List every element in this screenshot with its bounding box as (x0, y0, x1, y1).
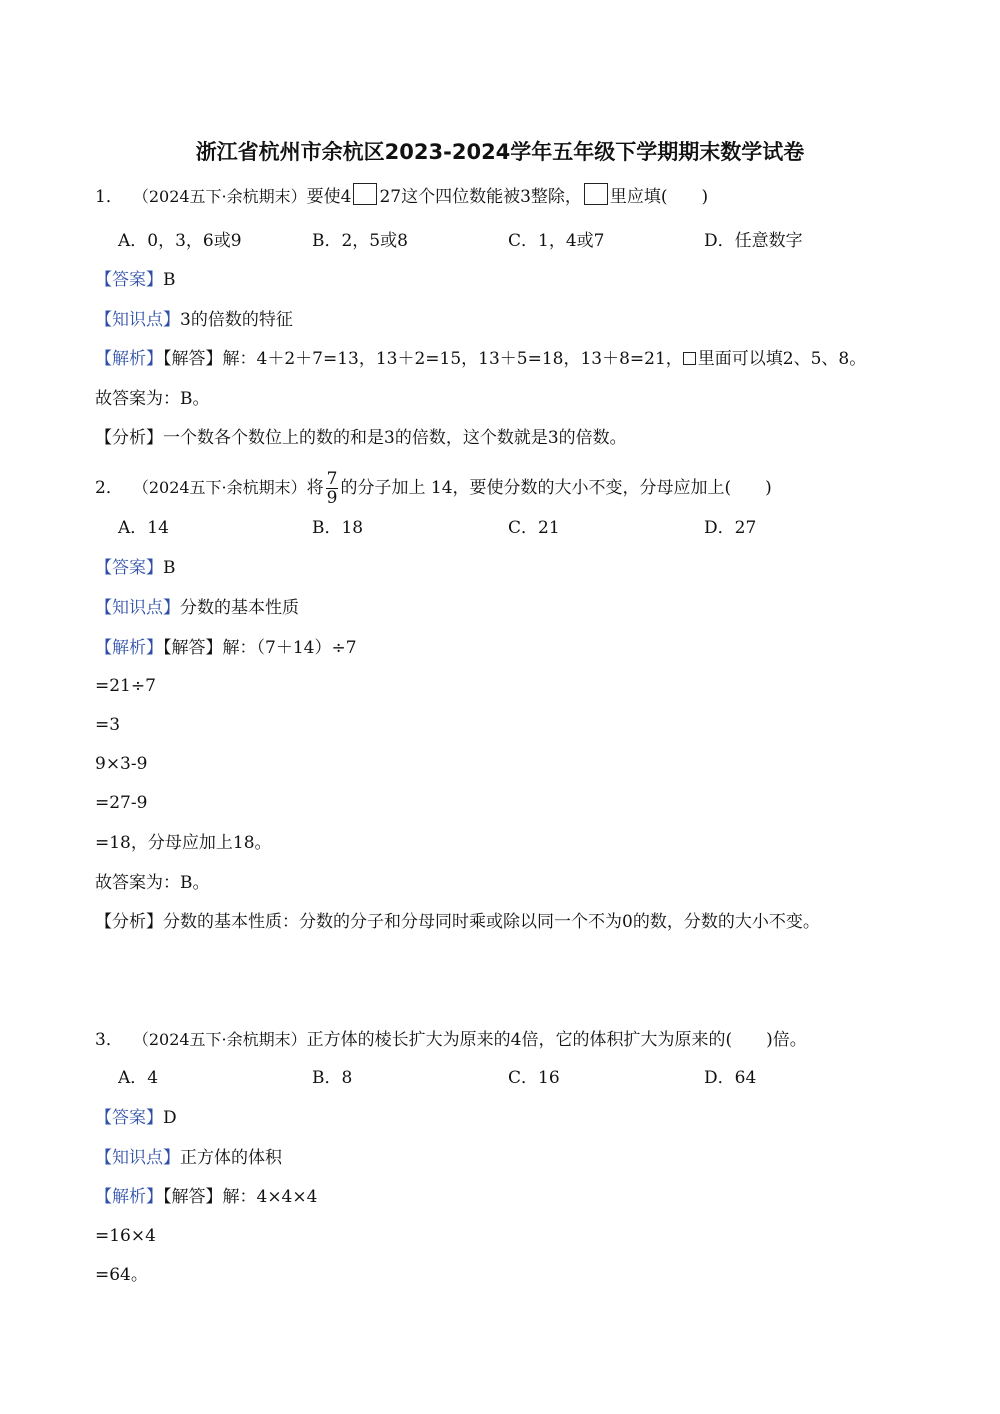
knowledge-point-line: 【知识点】正方体的体积 (95, 1148, 282, 1168)
answer-value: D (163, 1108, 177, 1128)
option-c: C．16 (508, 1068, 560, 1088)
knowledge-point-line: 【知识点】分数的基本性质 (95, 598, 299, 618)
blank-box-icon (683, 352, 696, 365)
solution-step: =3 (95, 715, 121, 735)
option-c: C．1，4或7 (508, 231, 605, 251)
solution-line: 【解析】【解答】解：（7＋14）÷7 (95, 638, 357, 658)
question-source: （2024五下·余杭期末） (140, 1030, 307, 1049)
solution-step: =27-9 (95, 793, 148, 813)
question-1-stem: 1． （2024五下·余杭期末）要使4 27这个四位数能被3整除， 里应填( ) (95, 183, 708, 209)
question-number: 2． (95, 478, 123, 498)
question-number: 1． (95, 187, 123, 207)
answer-value: B (163, 558, 176, 578)
conclusion-line: 故答案为：B。 (95, 873, 210, 893)
solution-step: =21÷7 (95, 676, 156, 696)
option-d: D．64 (704, 1068, 757, 1088)
question-number: 3． (95, 1030, 123, 1050)
question-source: （2024五下·余杭期末） (140, 478, 307, 497)
option-a: A．0，3，6或9 (118, 231, 242, 251)
page-title: 浙江省杭州市余杭区2023-2024学年五年级下学期期末数学试卷 (195, 140, 805, 164)
solution-step: =18，分母应加上18。 (95, 833, 272, 853)
option-a: A．4 (118, 1068, 159, 1088)
conclusion-line: 故答案为：B。 (95, 389, 210, 409)
question-3-stem: 3． （2024五下·余杭期末）正方体的棱长扩大为原来的4倍，它的体积扩大为原来的( )倍。 (95, 1030, 807, 1050)
question-2-stem: 2． （2024五下·余杭期末）将 $\frac{7}{9}$ 的分子加上 14，要使分数的大小不变，分母应加上( ) (95, 469, 772, 508)
option-c: C．21 (508, 518, 560, 538)
question-source: （2024五下·余杭期末） (140, 187, 307, 206)
solution-step: 9×3-9 (95, 754, 148, 774)
option-b: B．18 (312, 518, 364, 538)
knowledge-point-line: 【知识点】3的倍数的特征 (95, 310, 293, 330)
solution-line: 【解析】【解答】解：4＋2＋7=13，13＋2=15，13＋5=18，13＋8=21， 里面可以填2、5、8。 (95, 349, 867, 369)
option-d: D．任意数字 (704, 231, 803, 251)
option-d: D．27 (704, 518, 757, 538)
answer-value: B (163, 270, 176, 290)
fraction: $\frac{7}{9}$ (326, 469, 338, 508)
analysis-line: 【分析】分数的基本性质：分数的分子和分母同时乘或除以同一个不为0的数，分数的大小不变。 (95, 912, 820, 932)
blank-box (353, 183, 377, 205)
solution-line: 【解析】【解答】解：4×4×4 (95, 1187, 318, 1207)
answer-line: 【答案】B (95, 558, 176, 578)
option-b: B．2，5或8 (312, 231, 408, 251)
solution-step: =16×4 (95, 1226, 156, 1246)
blank-box (584, 183, 608, 205)
answer-line: 【答案】D (95, 1108, 177, 1128)
solution-step: =64。 (95, 1265, 148, 1285)
analysis-line: 【分析】一个数各个数位上的数的和是3的倍数，这个数就是3的倍数。 (95, 428, 627, 448)
option-b: B．8 (312, 1068, 353, 1088)
option-a: A．14 (118, 518, 169, 538)
answer-line: 【答案】B (95, 270, 176, 290)
